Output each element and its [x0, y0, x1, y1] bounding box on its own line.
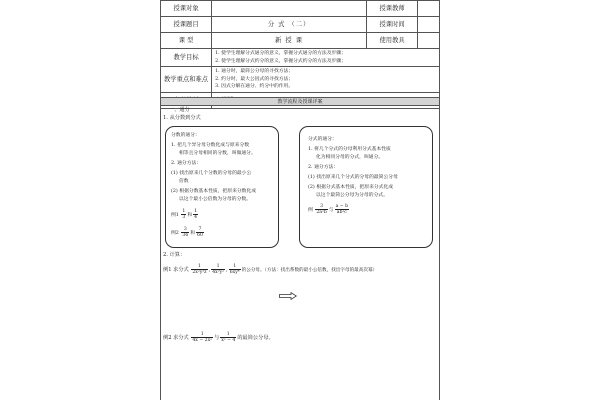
conjunction: 与 — [214, 335, 220, 341]
info-row-keypoints — [161, 67, 440, 93]
right-box-step2-cont: 以这个最简公分母为分母的分式。 — [316, 193, 388, 198]
left-box-item2: 2. 通分方法： — [171, 161, 202, 166]
right-box-step1: (1) 找出原来几个分式的分母的最简公分母 — [308, 175, 398, 180]
left-box-example2 — [171, 227, 205, 240]
heading-tongfen: 一、通分 — [169, 107, 190, 113]
value-time — [418, 17, 440, 33]
left-box-item1: 1. 把几个异分母分数化成与原来分数 — [171, 143, 250, 148]
keypoint-line: 3. 因式分解在通分、约分中的作用。 — [215, 84, 294, 90]
right-box-step2: (2) 根据分式基本性质，把原来分式化成 — [308, 185, 394, 190]
fraction — [193, 209, 198, 220]
calc-example2 — [163, 332, 274, 344]
numerator: 1 — [229, 264, 241, 270]
fraction — [220, 332, 236, 343]
fraction — [196, 227, 204, 238]
numerator: 1 — [182, 209, 186, 214]
left-box-item1-cont: 相等且分母相同的分数，叫做通分。 — [179, 151, 256, 156]
keypoints-cell — [212, 67, 440, 93]
subheading-fraction-to-rational: 1. 从分数到分式 — [163, 115, 201, 121]
value-teacher — [418, 1, 440, 17]
fraction — [181, 209, 186, 220]
denominator: 4x − 2x² — [192, 338, 212, 343]
left-box-example1 — [171, 209, 199, 222]
numerator: 3 — [181, 227, 189, 233]
conjunction: 与 — [328, 208, 334, 213]
numerator: 1 — [194, 209, 198, 214]
lesson-info-table — [160, 0, 440, 109]
numerator: 1 — [191, 264, 207, 270]
numerator: 1 — [211, 264, 225, 270]
left-box-step2: (2) 根据分数基本性质，把原来分数化成 — [171, 189, 257, 194]
label-tools: 使用教具 — [367, 33, 418, 49]
example2-label: 例2 — [171, 231, 179, 236]
keypoint-line: 2. 约分时，最大公因式的寻找方法； — [215, 76, 294, 82]
label-goals: 教学目标 — [161, 49, 212, 67]
value-type: 新 授 课 — [212, 33, 367, 49]
goal-line: 2. 使学生理解分式约分的意义，掌握分式约分的方法及步骤； — [215, 58, 346, 64]
calc2-tail: 的最简公分母。 — [237, 335, 274, 341]
denominator: 4 — [194, 215, 198, 220]
value-tools — [418, 33, 440, 49]
fraction — [211, 264, 225, 275]
label-keypoints: 教学重点和难点 — [161, 67, 212, 93]
label-teacher: 授课教师 — [367, 1, 418, 17]
calc2-label: 例2 求分式 — [163, 335, 189, 341]
fraction — [335, 204, 349, 215]
denominator: x² − 4 — [221, 338, 236, 343]
label-time: 授课时间 — [367, 17, 418, 33]
calc1-tail: 的公分母。（方法：找出系数的最小公倍数，找出字母的最高次幂） — [241, 268, 378, 273]
label-audience: 授课对象 — [161, 1, 212, 17]
fraction — [191, 264, 207, 275]
example1-label: 例1 — [171, 213, 179, 218]
goal-line: 1. 使学生理解分式通分的意义，掌握分式通分的方法及步骤； — [215, 51, 346, 56]
numerator: 3 — [315, 204, 327, 210]
calc-example1: 例1 求分式 $\frac{1}{\text{2x²y³z}}$ , $\frac{1}{\text{4x³y²}}$ , $\frac{1}{\text{6xy⁴}}$ 的公分母。（方法：找出系数的最小公倍数，找出字母的最高次幂） — [163, 264, 378, 275]
calc1-label: 例1 求分式 — [163, 267, 189, 273]
right-box-example — [308, 204, 350, 217]
denominator: 2a²b — [316, 210, 327, 215]
denominator: 3 — [182, 215, 186, 220]
lesson-content — [160, 106, 440, 400]
conjunction: 和 — [187, 213, 193, 218]
left-box-step1: (1) 找出原来几个分数的分母的最小公 — [171, 171, 252, 176]
conjunction: 和 — [190, 231, 196, 236]
goals-cell — [212, 49, 440, 67]
lesson-plan-sheet — [160, 0, 440, 400]
right-box-item1-cont: 化为相同分母的分式，叫通分。 — [316, 155, 384, 160]
rational-common-denominator-box — [299, 126, 433, 248]
label-topic: 授课题目 — [161, 17, 212, 33]
fraction — [181, 227, 189, 238]
keypoint-line: 1. 通分时，最简公分母的寻找方法； — [215, 69, 294, 75]
denominator: ab²c — [336, 210, 347, 215]
fraction — [229, 264, 241, 275]
numerator: a − b — [335, 204, 349, 209]
info-row-topic — [161, 17, 440, 33]
fraction — [191, 332, 213, 343]
numerator: 7 — [196, 227, 204, 233]
numerator: 1 — [220, 332, 236, 338]
left-box-step1-cont: 倍数 — [179, 179, 189, 184]
denominator: 60 — [197, 233, 203, 238]
right-box-item1: 1. 将几个分式的分母利用分式基本性质 — [308, 147, 391, 152]
fraction-common-denominator-box — [165, 126, 279, 248]
left-box-step2-cont: 以这个最小公倍数为分母的分数。 — [179, 197, 251, 202]
label-type: 课 型 — [161, 33, 212, 49]
section-title: 教学流程及授课详案 — [160, 97, 440, 106]
left-box-title: 分数的通分： — [171, 133, 200, 138]
subheading-calculation: 2. 计算： — [163, 252, 186, 258]
value-audience — [212, 1, 367, 17]
denominator: 4x³y² — [212, 270, 225, 275]
right-box-title: 分式的通分： — [308, 137, 337, 142]
right-box-item2: 2. 通分方法： — [308, 165, 339, 170]
denominator: 36 — [182, 233, 189, 238]
denominator: 6xy⁴ — [229, 270, 240, 275]
value-topic: 分 式 （二） — [212, 17, 367, 33]
fraction — [315, 204, 327, 215]
example-label: 例 — [308, 208, 313, 213]
info-row-goals — [161, 49, 440, 67]
numerator: 1 — [191, 332, 213, 338]
info-row-type — [161, 33, 440, 49]
info-row-audience — [161, 1, 440, 17]
denominator: 2x²y³z — [192, 270, 207, 275]
double-arrow-icon — [279, 292, 297, 300]
